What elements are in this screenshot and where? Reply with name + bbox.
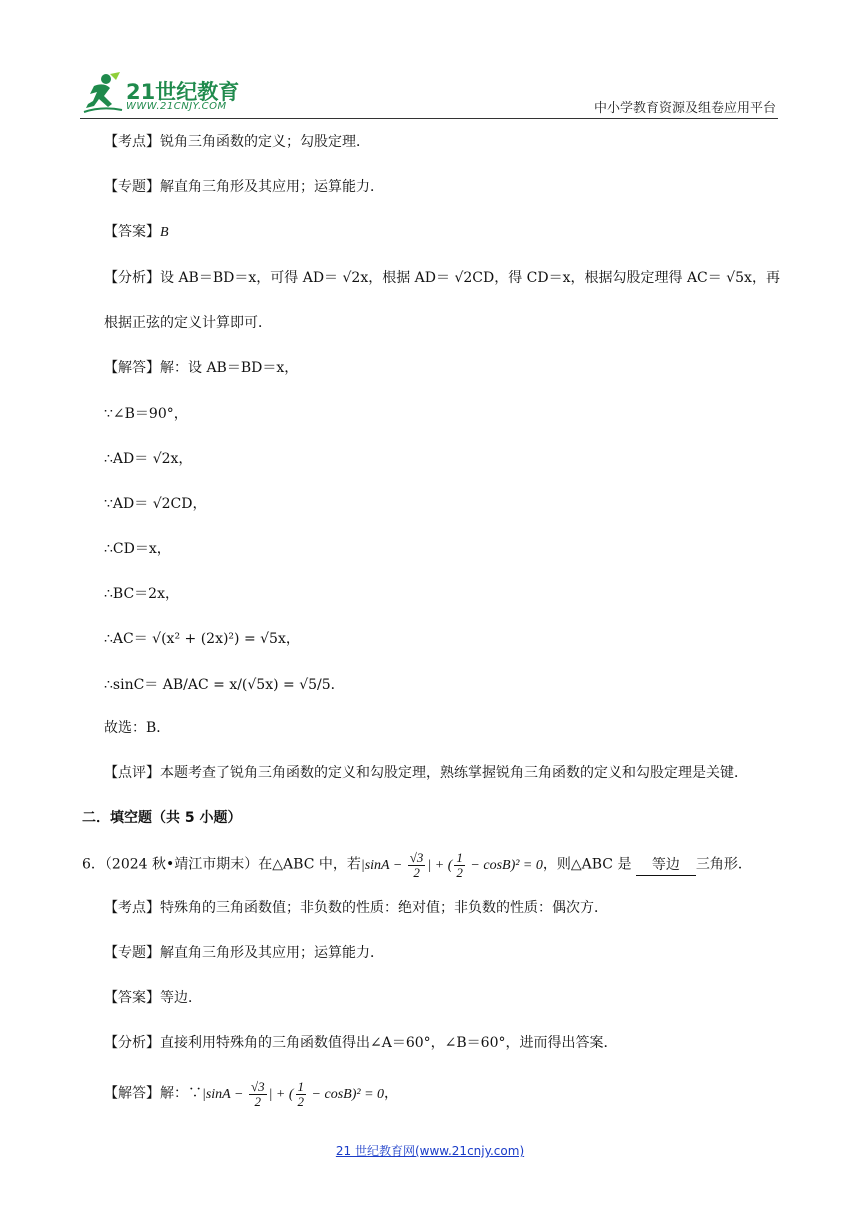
header-platform-name: 中小学教育资源及组卷应用平台 <box>593 101 776 116</box>
q5-step-1: ∵∠B＝90°， <box>104 406 188 422</box>
section-title: 二．填空题（共 5 小题） <box>82 810 242 826</box>
q5-step-3: ∵AD＝ √2CD， <box>104 496 207 512</box>
page-footer <box>0 1140 860 1159</box>
q5-fenxi-line1: 【分析】设 AB＝BD＝x，可得 AD＝ √2x，根据 AD＝ √2CD，得 CD＝x，根据勾股定理得 AC＝ √5x，再 <box>104 270 780 286</box>
q5-kaodian: 【考点】锐角三角函数的定义；勾股定理． <box>104 134 370 150</box>
q5-zhuanti: 【专题】解直角三角形及其应用；运算能力． <box>104 179 384 195</box>
q5-step-4: ∴CD＝x， <box>104 541 171 557</box>
runner-logo-icon <box>80 70 126 116</box>
q6-equation: |sinA − $\frac{√3}{2}$ | + ( $\frac{1}{2}$ − cosB)² = 0 <box>360 850 543 880</box>
q5-jieda: 【解答】解：设 AB＝BD＝x， <box>104 360 299 376</box>
logo-text: 21世纪教育 <box>126 80 240 104</box>
q6-source: （2024 秋•靖江市期末） <box>104 856 259 873</box>
q5-step-6: ∴AC＝ √(x² + (2x)²) = √5x， <box>104 631 300 647</box>
q6-jieda: 【解答】解：∵|sinA − $\frac{√3}{2}$ | + ( $\frac{1}{2}$ − cosB)² = 0， <box>104 1079 399 1109</box>
logo-url: WWW.21CNJY.COM <box>126 101 227 112</box>
page-header <box>80 66 778 118</box>
q6-stem: 6．（2024 秋•靖江市期末）在△ABC 中，若|sinA − $\frac{√3}{2}$ | + ( $\frac{1}{2}$ − cosB)² = 0，则△ABC 是 等边 三角形． <box>82 850 752 880</box>
footer-link[interactable]: 21 世纪教育网(www.21cnjy.com) <box>335 1144 525 1158</box>
site-logo <box>80 66 260 118</box>
q6-answer: 【答案】等边． <box>104 990 202 1006</box>
q6-kaodian: 【考点】特殊角的三角函数值；非负数的性质：绝对值；非负数的性质：偶次方． <box>104 900 608 916</box>
q5-step-7: ∴sinC＝ AB/AC = x/(√5x) = √5/5． <box>104 677 345 693</box>
q6-zhuanti: 【专题】解直角三角形及其应用；运算能力． <box>104 945 384 961</box>
q6-blank-answer: 等边 <box>636 855 696 876</box>
q6-fenxi: 【分析】直接利用特殊角的三角函数值得出∠A＝60°，∠B＝60°，进而得出答案． <box>104 1035 618 1051</box>
q6-number: 6． <box>82 856 105 873</box>
q5-dianping: 【点评】本题考查了锐角三角函数的定义和勾股定理，熟练掌握锐角三角函数的定义和勾股定理是关键． <box>104 765 748 781</box>
q5-guxuan: 故选：B． <box>104 720 171 736</box>
q5-step-2: ∴AD＝ √2x， <box>104 451 193 467</box>
q5-fenxi-line2: 根据正弦的定义计算即可． <box>104 315 272 331</box>
q5-step-5: ∴BC＝2x， <box>104 586 179 602</box>
q5-answer: 【答案】B <box>104 224 169 240</box>
q6-jieda-equation: |sinA − $\frac{√3}{2}$ | + ( $\frac{1}{2}$ − cosB)² = 0 <box>202 1079 385 1109</box>
header-divider <box>80 118 778 119</box>
